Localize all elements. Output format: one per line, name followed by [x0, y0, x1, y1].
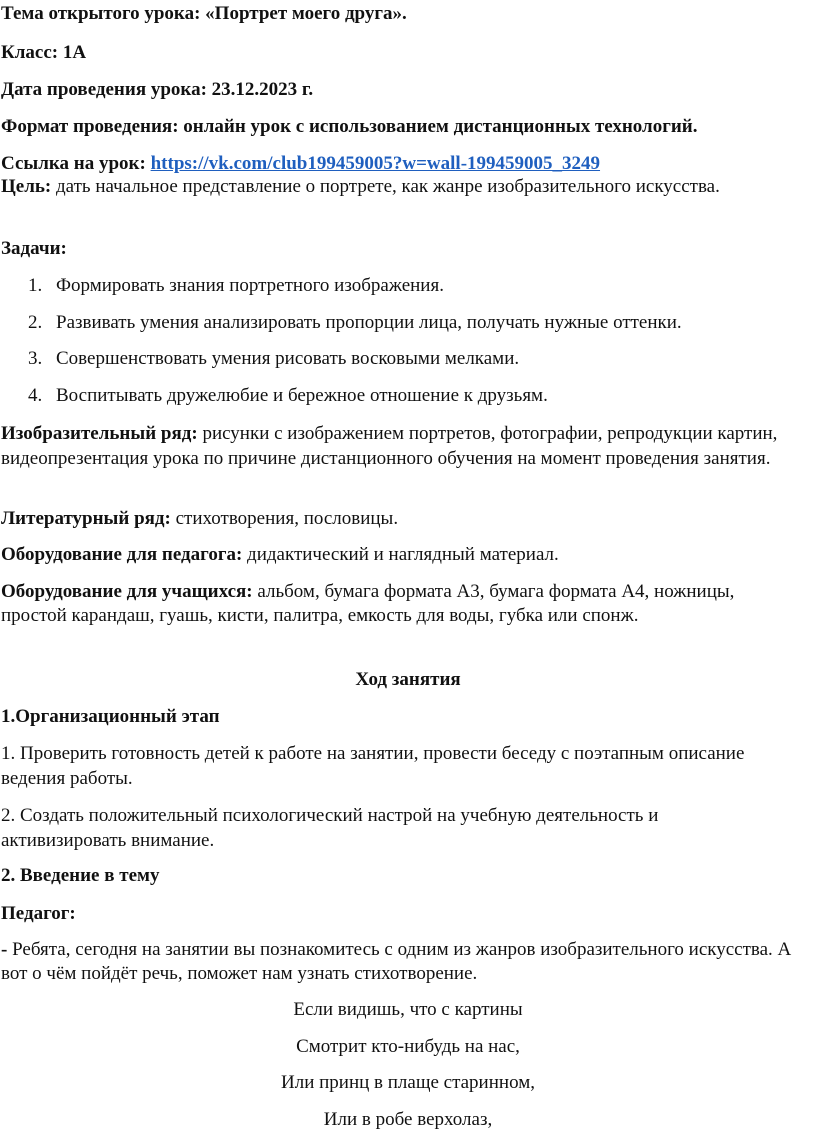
- topic-line: [1, 2, 407, 25]
- link-line: [1, 152, 600, 175]
- topic-label: Тема открытого урока:: [1, 3, 201, 24]
- student-equipment-value: альбом, бумага формата А3, бумага формата А4, ножницы, простой карандаш, гуашь, кисти, палитра, емкость для воды, губка или спонж.: [1, 581, 735, 626]
- teacher-speech-paragraph: [1, 938, 804, 986]
- poem-line: Или принц в плаще старинном,: [281, 1072, 535, 1093]
- stage2-title: 2. Введение в тему: [1, 865, 160, 886]
- format-line: [1, 115, 698, 138]
- student-equipment-paragraph: [1, 580, 776, 628]
- tasks-heading: Задачи:: [1, 238, 67, 259]
- format-value: онлайн урок с использованием дистанционных технологий.: [183, 116, 698, 137]
- list-item-number: 4.: [28, 385, 43, 406]
- teacher-equipment-line: [1, 543, 559, 566]
- list-item-text: Воспитывать дружелюбие и бережное отношение к друзьям.: [56, 385, 548, 406]
- visual-resources-value: рисунки с изображением портретов, фотографии, репродукции картин, видеопрезентация урока по причине дистанционного обучения на момент проведения занятия.: [1, 423, 778, 469]
- list-item: [0, 274, 804, 297]
- tasks-list: [0, 274, 804, 407]
- list-item: [0, 384, 804, 407]
- list-item-number: 3.: [28, 348, 43, 369]
- list-item: [0, 311, 804, 334]
- teacher-speech-dash: -: [1, 939, 8, 960]
- student-equipment-label: Оборудование для учащихся:: [1, 581, 253, 602]
- date-label: Дата проведения урока:: [1, 79, 207, 100]
- teacher-speech-text: Ребята, сегодня на занятии вы познакомитесь с одним из жанров изобразительного искусства. А вот о чём пойдёт речь, поможет нам узнать стихотворение.: [1, 939, 792, 984]
- poem-line: Смотрит кто-нибудь на нас,: [296, 1036, 520, 1057]
- teacher-label: Педагог:: [1, 903, 76, 924]
- lesson-link[interactable]: https://vk.com/club199459005?w=wall-199459005_3249: [150, 153, 601, 174]
- literary-resources-line: [1, 507, 398, 530]
- literary-resources-label: Литературный ряд:: [1, 508, 171, 529]
- list-item-number: 1.: [28, 275, 43, 296]
- date-line: [1, 78, 313, 101]
- literary-resources-value: стихотворения, пословицы.: [175, 508, 399, 529]
- class-line: [1, 41, 86, 64]
- teacher-equipment-value: дидактический и наглядный материал.: [247, 544, 559, 565]
- visual-resources-paragraph: [1, 421, 802, 471]
- poem-line: Если видишь, что с картины: [293, 999, 523, 1020]
- poem-line: Или в робе верхолаз,: [323, 1109, 493, 1130]
- list-item: [0, 347, 804, 370]
- class-label: Класс:: [1, 42, 59, 63]
- stage1-paragraph-1: 1. Проверить готовность детей к работе на занятии, провести беседу с поэтапным описание ведения работы.: [1, 743, 745, 789]
- list-item-text: Совершенствовать умения рисовать восковыми мелками.: [56, 348, 520, 369]
- format-label: Формат проведения:: [1, 116, 179, 137]
- link-label: Ссылка на урок:: [1, 153, 146, 174]
- class-value: 1А: [62, 42, 87, 63]
- teacher-equipment-label: Оборудование для педагога:: [1, 544, 243, 565]
- goal-value: дать начальное представление о портрете, как жанре изобразительного искусства.: [56, 176, 720, 197]
- visual-resources-label: Изобразительный ряд:: [1, 423, 198, 444]
- course-title: Ход занятия: [355, 669, 461, 690]
- list-item-text: Формировать знания портретного изображения.: [56, 275, 444, 296]
- stage1-paragraph-2: 2. Создать положительный психологический настрой на учебную деятельность и активизировать внимание.: [1, 805, 659, 851]
- list-item-number: 2.: [28, 312, 43, 333]
- list-item-text: Развивать умения анализировать пропорции лица, получать нужные оттенки.: [56, 312, 682, 333]
- goal-label: Цель:: [1, 176, 52, 197]
- goal-paragraph: [1, 175, 804, 198]
- topic-value: «Портрет моего друга».: [205, 3, 407, 24]
- stage1-title: 1.Организационный этап: [1, 706, 220, 727]
- date-value: 23.12.2023 г.: [211, 79, 314, 100]
